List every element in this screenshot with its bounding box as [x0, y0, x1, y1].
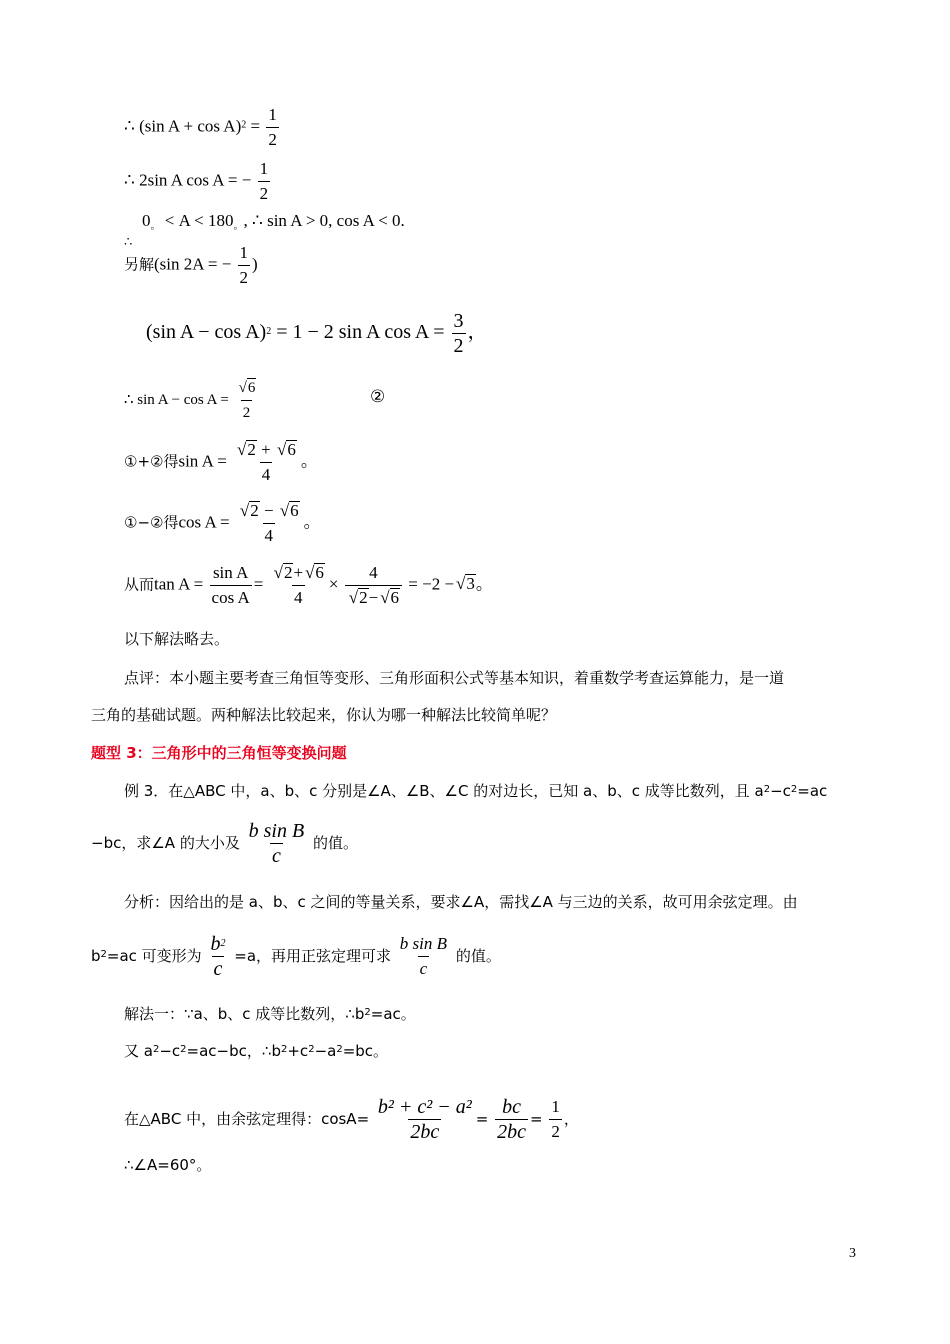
half-fraction	[549, 1096, 562, 1143]
solution-line1-d: =ac。	[370, 1005, 416, 1023]
eq2-den: 2	[258, 181, 271, 205]
eq6-den: 4	[260, 462, 273, 486]
eq4-den: 2	[453, 335, 464, 357]
example-sup-1: 2	[763, 784, 771, 795]
eq4-lhs: (sin A − cos A)	[146, 321, 267, 344]
marker-2: ②	[370, 387, 386, 406]
sol-l3-pre: 在△ABC 中，由余弦定理得：cosA=	[124, 1110, 370, 1128]
example-line-1	[124, 780, 827, 801]
eq5-den: 2	[241, 400, 253, 424]
therefore-symbol: ∴	[124, 170, 135, 190]
sol-l3-eq-b: =	[530, 1110, 543, 1128]
eq3-mid: < A < 180	[160, 211, 234, 230]
eq1-pow: 2	[241, 119, 247, 131]
alt-den: 2	[238, 265, 251, 289]
sol-l2-e: +c	[287, 1042, 309, 1060]
analysis-text-b: =ac 可变形为	[106, 947, 202, 965]
sol-l2-g: =bc。	[342, 1042, 389, 1060]
therefore-symbol: ∴	[345, 1005, 355, 1023]
eq1-fraction	[266, 104, 279, 151]
eq8-rad-c: 2	[359, 588, 368, 607]
eq7-lhs: cos A =	[178, 512, 230, 532]
sol-l2-d: b	[271, 1042, 281, 1060]
eq8-f1-num: sin A	[212, 563, 249, 582]
equation-5	[124, 377, 260, 424]
equation-3	[142, 211, 405, 237]
analysis-f2-den: c	[418, 956, 430, 980]
eq6-lhs: sin A =	[178, 451, 227, 471]
therefore-symbol: ∴	[124, 1156, 134, 1174]
eq8-rad-e: 3	[466, 574, 475, 594]
because-symbol: ∵	[184, 1005, 194, 1023]
cosine-num: b² + c² − a²	[377, 1096, 472, 1118]
eq8-f1-den: cos A	[210, 585, 252, 609]
analysis-f1-num: b	[210, 933, 221, 955]
solution-label: 解法一：	[124, 1005, 185, 1023]
eq8-lhs: tan A =	[154, 574, 204, 594]
equation-8: 从而tan A = $\frac{\text{sin A}}{\text{cos A}}$ = $\frac{√2+ √6}{4}$ × $\frac{4}{√2- √6}$ = −2 − √3。	[124, 563, 493, 607]
eq6-op: +	[261, 440, 271, 459]
equation-4	[146, 310, 488, 357]
eq3-deg1: 。	[150, 221, 161, 232]
alt-num: 1	[239, 243, 249, 262]
eq7-rad-a: 2	[250, 501, 259, 520]
sol-l2-s5: 2	[336, 1044, 343, 1055]
example-line1-text: 例 3．在△ABC 中，a、b、c 分别是∠A、∠B、∠C 的对边长，已知 a、b、c 成等比数列，且 a	[124, 782, 764, 800]
cosine-den: 2bc	[410, 1121, 440, 1143]
analysis-text-c: =a，再用正弦定理可求	[234, 947, 392, 965]
solution-line-4	[124, 1155, 211, 1175]
bc-fraction	[495, 1096, 528, 1143]
alt-close: )	[252, 254, 258, 274]
omitted-note: 以下解法略去。	[124, 630, 230, 648]
eq8-rad-b: 6	[315, 563, 324, 582]
sol-l2-b: −c	[159, 1042, 181, 1060]
eq8-op2: −	[368, 588, 379, 607]
sol-l2-c: =ac−bc，	[186, 1042, 262, 1060]
sol-l3-tail: ，	[563, 1110, 579, 1128]
analysis-b: b	[91, 947, 101, 965]
eq6-prefix: ①+②得	[124, 452, 179, 471]
because-dots: ∴	[124, 234, 133, 249]
eq8-f2-den: 4	[292, 585, 305, 609]
sol-l2-s3: 2	[280, 1044, 288, 1055]
eq8-prefix: 从而	[124, 575, 155, 594]
eq5-radicand: 6	[247, 380, 256, 396]
alt-fraction	[238, 242, 251, 289]
sol-l3-eq-a: =	[475, 1110, 489, 1128]
eq8-rad-a: 2	[283, 563, 293, 582]
eq6-fraction: $\frac{√2 + √6}{4}$	[237, 440, 296, 484]
eq7-prefix: ①−②得	[124, 513, 179, 532]
analysis-line-1: 分析：因给出的是 a、b、c 之间的等量关系，要求∠A，需找∠A 与三边的关系，故可用余弦定理。由	[124, 893, 798, 911]
eq2-fraction	[258, 158, 271, 205]
example-line2-post: 的值。	[312, 834, 358, 852]
sol-l2-s1: 2	[152, 1044, 160, 1055]
equation-7	[124, 500, 321, 547]
example-line2-pre: −bc，求∠A 的大小及	[91, 834, 240, 852]
eq3-zero: 0	[142, 211, 151, 230]
eq5-lhs: sin A − cos A =	[137, 391, 229, 408]
bc-num: bc	[502, 1096, 522, 1118]
equation-6	[124, 439, 318, 486]
bc-den: 2bc	[497, 1121, 527, 1143]
page-number: 3	[849, 1246, 856, 1261]
sol-l2-s2: 2	[180, 1044, 187, 1055]
eq6-rad-a: 2	[247, 440, 256, 459]
eq8-fraction-1	[210, 562, 252, 609]
eq3-rest: , ∴ sin A > 0, cos A < 0.	[243, 211, 405, 230]
angle-result: ∠A=60°。	[133, 1156, 212, 1174]
half-num: 1	[551, 1097, 560, 1116]
eq4-num: 3	[453, 310, 464, 332]
example-fraction	[247, 820, 307, 867]
eq4-rhs: = 1 − 2 sin A cos A =	[271, 321, 445, 344]
analysis-sup: 2	[100, 949, 107, 960]
therefore-symbol: ∴	[124, 116, 135, 136]
alt-label: 另解	[124, 255, 155, 274]
eq2-lhs: 2sin A cos A = −	[139, 170, 252, 190]
eq5-fraction: $\frac{√6}{2}$	[235, 377, 259, 424]
analysis-fraction-2	[398, 933, 449, 980]
alternative-solution	[124, 242, 258, 289]
eq8-eq: =	[253, 574, 264, 594]
eq8-fraction-3: $\frac{4}{√2- √6}$	[345, 562, 402, 609]
therefore-symbol: ∴	[124, 391, 134, 408]
eq6-rad-b: 6	[287, 440, 296, 459]
eq7-den: 4	[263, 523, 276, 547]
eq8-rad-d: 6	[390, 588, 400, 607]
eq6-tail: 。	[300, 451, 318, 471]
eq7-tail: 。	[303, 512, 321, 532]
comment-line-2: 三角的基础试题。两种解法比较起来，你认为哪一种解法比较简单呢？	[91, 706, 557, 724]
analysis-f2-num: b sin B	[399, 934, 448, 953]
eq1-den: 2	[266, 127, 279, 151]
eq8-times: ×	[328, 574, 339, 594]
eq3-deg2: 。	[233, 221, 244, 232]
eq8-op1: +	[293, 563, 304, 582]
eq1-num: 1	[268, 105, 277, 124]
example-line1-mid: −c	[770, 782, 791, 800]
analysis-line-2	[91, 933, 501, 980]
analysis-text-d: 的值。	[455, 947, 501, 965]
example-line-2	[91, 820, 358, 867]
alt-expr: (sin 2A = −	[154, 254, 232, 274]
solution-line-1	[124, 1003, 416, 1024]
solution-line1-sup: 2	[364, 1007, 371, 1018]
sol-l2-s4: 2	[308, 1044, 315, 1055]
solution-line-2	[124, 1040, 388, 1061]
eq8-rhs: = −2 −	[408, 574, 455, 594]
example-sup-2: 2	[790, 784, 798, 795]
solution-line1-c: b	[354, 1005, 365, 1023]
eq4-tail: ，	[467, 321, 488, 344]
example-frac-den: c	[271, 845, 281, 867]
eq7-op: −	[263, 501, 274, 520]
eq8-f3-num: 4	[369, 563, 378, 582]
eq7-fraction: $\frac{√2 - √6}{4}$	[239, 501, 299, 545]
comment-line-1: 点评：本小题主要考查三角恒等变形、三角形面积公式等基本知识，着重数学考查运算能力，是一道	[124, 669, 785, 687]
analysis-f1-den: c	[213, 958, 223, 980]
cosine-fraction	[376, 1096, 474, 1143]
eq1-lhs: (sin A + cos A)	[139, 116, 242, 136]
analysis-f1-pow: 2	[220, 938, 226, 949]
equation-2	[124, 158, 272, 205]
section-heading: 题型 3：三角形中的三角恒等变换问题	[91, 744, 347, 762]
example-frac-num: b sin B	[248, 820, 305, 842]
half-den: 2	[549, 1119, 562, 1143]
eq8-fraction-2: $\frac{√2+ √6}{4}$	[273, 563, 324, 607]
eq2-num: 1	[259, 159, 269, 178]
eq4-pow: 2	[266, 326, 272, 338]
sol-l2-a: 又 a	[124, 1042, 153, 1060]
eq7-rad-b: 6	[290, 501, 299, 520]
example-line1-end: =ac	[797, 782, 828, 800]
analysis-fraction-1	[208, 933, 227, 980]
equation-1: ∴ (sin A + cos A)$^2$ = $\frac{1}{2}$	[124, 105, 277, 149]
sol-l2-f: −a	[314, 1042, 337, 1060]
eq8-tail: 。	[475, 574, 493, 594]
solution-line-3	[124, 1096, 579, 1143]
therefore-symbol: ∴	[261, 1042, 272, 1060]
eq4-fraction	[452, 310, 466, 357]
solution-line1-b: a、b、c 成等比数列，	[193, 1005, 346, 1023]
